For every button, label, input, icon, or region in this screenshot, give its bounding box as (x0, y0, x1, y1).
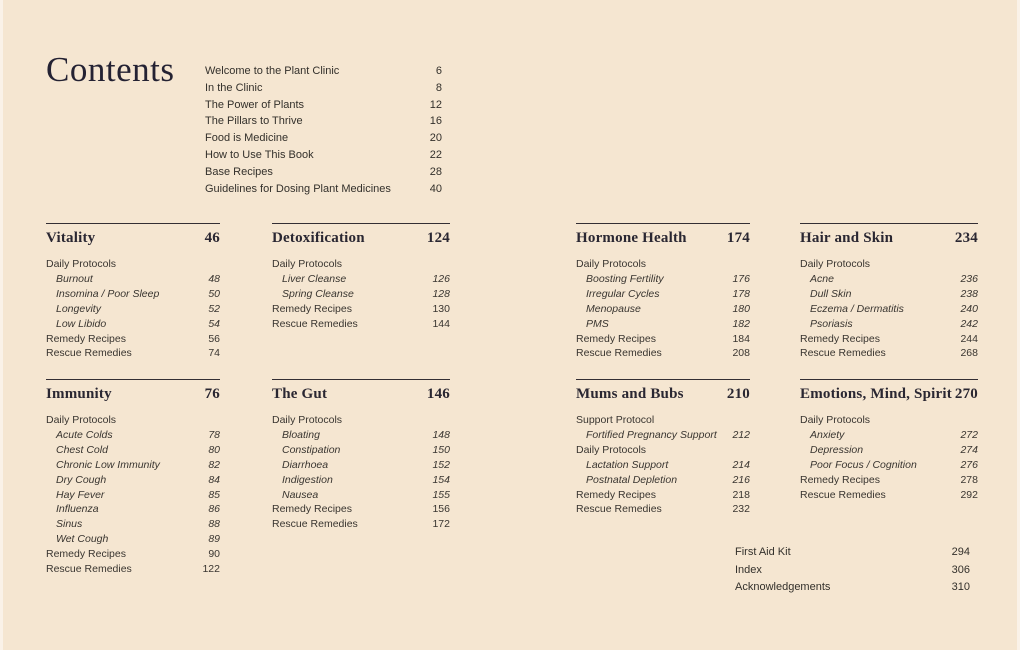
toc-entry-page-number: 278 (960, 473, 978, 486)
toc-entry-label: Dry Cough (56, 473, 107, 486)
section-page-number: 46 (204, 230, 220, 246)
toc-entry-label: Hay Fever (56, 488, 105, 501)
toc-entry-page-number: 144 (432, 317, 450, 330)
toc-entry (46, 257, 220, 272)
toc-entry (272, 488, 450, 503)
toc-entry-page-number: 218 (732, 488, 750, 501)
section-title: The Gut (272, 386, 328, 402)
section-entries (272, 413, 450, 532)
toc-entry-page-number: 89 (208, 533, 220, 546)
toc-entry-label: Rescue Remedies (800, 347, 886, 360)
backmatter-entry-label: First Aid Kit (735, 546, 791, 558)
section-the-gut (272, 379, 450, 532)
toc-entry (46, 317, 220, 332)
toc-entry-page-number: 268 (960, 347, 978, 360)
section-entries (272, 257, 450, 332)
toc-entry-label: Postnatal Depletion (586, 473, 678, 486)
toc-entry (46, 428, 220, 443)
toc-entry-page-number: 240 (960, 302, 978, 315)
section-entries (46, 257, 220, 361)
toc-entry (800, 272, 978, 287)
section-entries (800, 257, 978, 361)
toc-entry-page-number: 276 (960, 458, 978, 471)
toc-entry-label: Remedy Recipes (272, 503, 352, 516)
backmatter-entry-page-number: 294 (951, 546, 970, 558)
toc-entry-page-number: 178 (732, 287, 750, 300)
toc-entry-page-number: 182 (732, 317, 750, 330)
backmatter-list (735, 544, 970, 597)
toc-entry (46, 517, 220, 532)
toc-entry-label: Constipation (282, 443, 341, 456)
section-title: Detoxification (272, 230, 365, 246)
toc-entry (576, 473, 750, 488)
intro-entry-label: In the Clinic (205, 81, 263, 94)
toc-entry-page-number: 85 (208, 488, 220, 501)
intro-entry (205, 181, 442, 198)
toc-entry-label: Insomina / Poor Sleep (56, 287, 160, 300)
toc-entry-page-number: 78 (208, 428, 220, 441)
intro-entry-page-number: 12 (429, 98, 442, 111)
section-heading (46, 223, 220, 247)
toc-entry (46, 562, 220, 577)
toc-entry-page-number: 292 (960, 488, 978, 501)
section-entries (46, 413, 220, 577)
toc-entry-page-number: 56 (208, 332, 220, 345)
toc-entry (46, 332, 220, 347)
toc-entry-page-number: 272 (960, 428, 978, 441)
toc-entry-label: Nausea (282, 488, 319, 501)
toc-entry-page-number: 84 (208, 473, 220, 486)
section-vitality (46, 223, 220, 361)
toc-entry (272, 287, 450, 302)
section-heading (800, 379, 978, 403)
intro-entry (205, 97, 442, 114)
toc-entry (576, 287, 750, 302)
toc-entry (576, 317, 750, 332)
toc-entry-label: Daily Protocols (46, 258, 117, 270)
section-hormone-health (576, 223, 750, 361)
toc-entry-label: Rescue Remedies (46, 563, 132, 576)
toc-entry-label: Irregular Cycles (586, 287, 660, 300)
toc-entry-label: Menopause (586, 302, 641, 315)
toc-entry-label: Remedy Recipes (46, 548, 126, 561)
toc-entry-label: Burnout (56, 272, 93, 285)
toc-entry (272, 517, 450, 532)
toc-entry-label: Remedy Recipes (272, 302, 352, 315)
toc-entry-label: Daily Protocols (800, 414, 871, 426)
toc-entry-label: Rescue Remedies (576, 347, 662, 360)
section-page-number: 174 (726, 230, 750, 246)
toc-entry-page-number: 212 (732, 428, 750, 441)
toc-entry (272, 272, 450, 287)
toc-entry (576, 458, 750, 473)
toc-entry-page-number: 184 (732, 332, 750, 345)
toc-entry (272, 443, 450, 458)
toc-entry-page-number: 154 (432, 473, 450, 486)
toc-entry-label: Remedy Recipes (800, 473, 880, 486)
intro-entry-label: Welcome to the Plant Clinic (205, 65, 340, 77)
toc-entry (46, 287, 220, 302)
toc-entry-page-number: 155 (432, 488, 450, 501)
section-detoxification (272, 223, 450, 332)
section-title: Mums and Bubs (576, 386, 684, 402)
intro-toc-list (205, 63, 442, 197)
section-hair-and-skin (800, 223, 978, 361)
toc-entry-label: Remedy Recipes (800, 332, 880, 345)
toc-entry-label: PMS (586, 317, 609, 330)
toc-entry (576, 502, 750, 517)
section-page-number: 76 (204, 386, 220, 402)
toc-entry (46, 346, 220, 361)
section-heading (46, 379, 220, 403)
toc-entry-page-number: 90 (208, 548, 220, 561)
toc-entry-page-number: 54 (208, 317, 220, 330)
toc-entry-page-number: 236 (960, 272, 978, 285)
intro-entry-page-number: 40 (429, 182, 442, 195)
intro-entry-page-number: 22 (429, 148, 442, 161)
toc-entry-page-number: 130 (432, 302, 450, 315)
toc-entry-label: Acne (810, 272, 834, 285)
toc-entry (800, 473, 978, 488)
toc-entry (272, 302, 450, 317)
toc-entry-label: Chronic Low Immunity (56, 458, 160, 471)
backmatter-entry (735, 562, 970, 580)
toc-entry (576, 302, 750, 317)
toc-entry-page-number: 156 (432, 503, 450, 516)
section-title: Emotions, Mind, Spirit (800, 386, 952, 402)
toc-entry (800, 332, 978, 347)
toc-entry-label: Rescue Remedies (272, 317, 358, 330)
section-heading (800, 223, 978, 247)
backmatter-entry (735, 579, 970, 597)
backmatter-entry-page-number: 306 (951, 563, 970, 576)
toc-entry-label: Longevity (56, 302, 101, 315)
toc-entry-page-number: 152 (432, 458, 450, 471)
intro-entry-page-number: 6 (435, 65, 442, 77)
toc-entry-label: Daily Protocols (46, 414, 117, 426)
intro-entry-label: Guidelines for Dosing Plant Medicines (205, 182, 391, 195)
toc-entry (800, 302, 978, 317)
section-title: Hair and Skin (800, 230, 894, 246)
toc-entry-page-number: 48 (208, 272, 220, 285)
toc-entry-page-number: 128 (432, 287, 450, 300)
toc-entry-label: Daily Protocols (272, 258, 343, 270)
toc-entry (576, 413, 750, 428)
backmatter-entry (735, 544, 970, 562)
toc-entry (46, 488, 220, 503)
section-heading (576, 379, 750, 403)
toc-entry (800, 317, 978, 332)
intro-entry (205, 63, 442, 80)
toc-entry-label: Wet Cough (56, 533, 109, 546)
toc-entry (272, 428, 450, 443)
toc-entry-page-number: 88 (208, 518, 220, 531)
toc-entry (800, 458, 978, 473)
toc-entry-label: Low Libido (56, 317, 107, 330)
intro-entry-page-number: 16 (429, 115, 442, 128)
toc-entry-label: Psoriasis (810, 317, 853, 330)
toc-entry-page-number: 176 (732, 272, 750, 285)
section-emotions-mind-spirit (800, 379, 978, 502)
toc-entry (576, 428, 750, 443)
backmatter-entry-page-number: 310 (951, 581, 970, 594)
toc-entry (46, 413, 220, 428)
toc-entry-label: Daily Protocols (272, 414, 343, 426)
toc-entry-label: Diarrhoea (282, 458, 329, 471)
toc-entry-label: Remedy Recipes (576, 332, 656, 345)
toc-entry-label: Lactation Support (586, 458, 669, 471)
toc-entry-label: Acute Colds (56, 428, 113, 441)
toc-entry (576, 488, 750, 503)
intro-entry-page-number: 28 (429, 165, 442, 178)
toc-entry-label: Dull Skin (810, 287, 852, 300)
toc-entry-page-number: 150 (432, 443, 450, 456)
toc-entry-label: Support Protocol (576, 414, 655, 426)
toc-entry-page-number: 180 (732, 302, 750, 315)
toc-entry (800, 443, 978, 458)
toc-entry-page-number: 214 (732, 458, 750, 471)
toc-entry (46, 458, 220, 473)
section-entries (800, 413, 978, 502)
toc-entry-label: Rescue Remedies (272, 518, 358, 531)
toc-entry-page-number: 244 (960, 332, 978, 345)
toc-entry-page-number: 216 (732, 473, 750, 486)
toc-entry-label: Depression (810, 443, 864, 456)
toc-entry (46, 547, 220, 562)
toc-entry (46, 532, 220, 547)
section-entries (576, 257, 750, 361)
toc-entry (272, 502, 450, 517)
toc-entry-page-number: 148 (432, 428, 450, 441)
toc-entry (46, 473, 220, 488)
toc-entry (272, 458, 450, 473)
toc-entry-label: Anxiety (810, 428, 845, 441)
toc-entry-page-number: 242 (960, 317, 978, 330)
toc-entry (46, 443, 220, 458)
toc-entry-page-number: 86 (208, 503, 220, 516)
section-heading (272, 379, 450, 403)
toc-entry (800, 287, 978, 302)
toc-entry-label: Daily Protocols (576, 443, 647, 456)
toc-entry-label: Influenza (56, 503, 99, 516)
toc-entry-label: Poor Focus / Cognition (810, 458, 917, 471)
toc-entry (46, 272, 220, 287)
toc-entry (800, 346, 978, 361)
toc-entry-label: Daily Protocols (800, 258, 871, 270)
section-page-number: 146 (426, 386, 450, 402)
toc-entry-page-number: 238 (960, 287, 978, 300)
toc-entry-label: Liver Cleanse (282, 272, 347, 285)
toc-entry-page-number: 52 (208, 302, 220, 315)
toc-entry (800, 488, 978, 503)
toc-entry-label: Remedy Recipes (46, 332, 126, 345)
toc-entry-page-number: 50 (208, 287, 220, 300)
intro-entry-label: The Pillars to Thrive (205, 115, 303, 128)
toc-entry-label: Bloating (282, 428, 320, 441)
intro-entry-page-number: 20 (429, 132, 442, 145)
intro-entry-label: The Power of Plants (205, 98, 305, 111)
toc-entry-label: Rescue Remedies (576, 503, 662, 516)
toc-entry-label: Rescue Remedies (800, 488, 886, 501)
toc-entry (576, 443, 750, 458)
toc-entry-page-number: 274 (960, 443, 978, 456)
section-immunity (46, 379, 220, 577)
toc-entry (272, 473, 450, 488)
toc-entry-label: Chest Cold (56, 443, 108, 456)
toc-entry-page-number: 208 (732, 347, 750, 360)
toc-entry-page-number: 80 (208, 443, 220, 456)
intro-entry (205, 80, 442, 97)
toc-entry-page-number: 82 (208, 458, 220, 471)
backmatter-entry-label: Index (735, 563, 762, 576)
toc-entry-label: Rescue Remedies (46, 347, 132, 360)
section-heading (272, 223, 450, 247)
toc-entry (800, 428, 978, 443)
toc-entry-label: Spring Cleanse (282, 287, 354, 300)
toc-entry (576, 332, 750, 347)
toc-entry-page-number: 172 (432, 518, 450, 531)
page-title: Contents (46, 50, 175, 89)
section-page-number: 124 (426, 230, 450, 246)
toc-entry (46, 302, 220, 317)
backmatter-entry-label: Acknowledgements (735, 581, 831, 594)
intro-entry (205, 113, 442, 130)
intro-entry (205, 147, 442, 164)
toc-entry (46, 502, 220, 517)
section-page-number: 270 (954, 386, 978, 402)
intro-entry-label: Base Recipes (205, 165, 273, 178)
toc-entry (576, 272, 750, 287)
section-page-number: 234 (954, 230, 978, 246)
toc-entry (272, 317, 450, 332)
intro-entry-label: How to Use This Book (205, 148, 314, 161)
toc-entry-page-number: 122 (202, 563, 220, 576)
intro-entry (205, 130, 442, 147)
toc-entry-page-number: 232 (732, 503, 750, 516)
toc-entry (576, 257, 750, 272)
toc-entry-label: Fortified Pregnancy Support (586, 428, 717, 441)
section-heading (576, 223, 750, 247)
toc-entry (272, 257, 450, 272)
toc-entry-page-number: 126 (432, 272, 450, 285)
toc-entry-label: Remedy Recipes (576, 488, 656, 501)
toc-entry (800, 257, 978, 272)
toc-entry (576, 346, 750, 361)
section-title: Vitality (46, 230, 96, 246)
toc-entry (272, 413, 450, 428)
section-entries (576, 413, 750, 517)
section-title: Hormone Health (576, 230, 687, 246)
section-page-number: 210 (726, 386, 750, 402)
toc-entry-page-number: 74 (208, 347, 220, 360)
toc-entry-label: Boosting Fertility (586, 272, 664, 285)
intro-entry-page-number: 8 (435, 81, 442, 94)
toc-entry-label: Daily Protocols (576, 258, 647, 270)
toc-entry-label: Eczema / Dermatitis (810, 302, 904, 315)
intro-entry-label: Food is Medicine (205, 132, 289, 145)
toc-entry (800, 413, 978, 428)
toc-entry-label: Sinus (56, 518, 83, 531)
section-mums-and-bubs (576, 379, 750, 517)
intro-entry (205, 164, 442, 181)
section-title: Immunity (46, 386, 112, 402)
toc-entry-label: Indigestion (282, 473, 333, 486)
